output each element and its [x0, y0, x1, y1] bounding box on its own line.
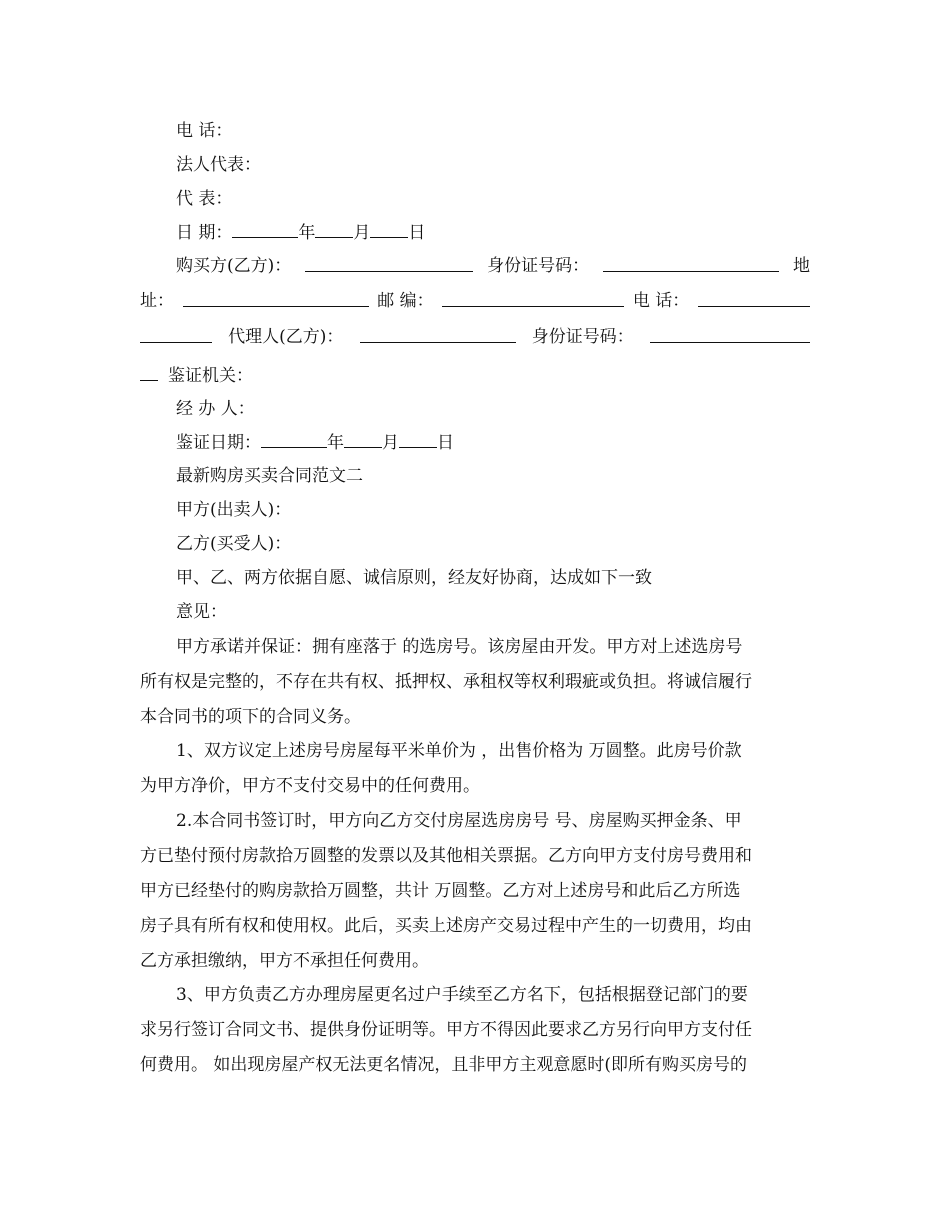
handler-line [0, 396, 950, 422]
agent-name-blank [360, 324, 516, 343]
agent-label: 代理人(乙方)： [228, 327, 344, 347]
buyer-id-blank [603, 253, 779, 272]
clause3-line-2: 求另行签订合同文书、提供身份证明等。甲方不得因此要求乙方另行向甲方支付任 [140, 1020, 752, 1040]
clause2-line-4: 房子具有所有权和使用权。此后，买卖上述房产交易过程中产生的一切费用，均由 [140, 916, 752, 936]
month-blank [315, 219, 353, 238]
verify-day-unit: 日 [437, 433, 454, 453]
verify-date-label: 鉴证日期： [176, 433, 261, 453]
clause2-line-1: 2.本合同书签订时，甲方向乙方交付房屋选房房号 号、房屋购买押金条、甲 [176, 811, 742, 831]
verify-day-blank [399, 429, 437, 448]
seller-phone-line [0, 118, 950, 144]
intro-line-2: 意见： [176, 602, 227, 622]
seller-date-label: 日 期： [176, 223, 233, 243]
buyer-phone-label: 电 话： [632, 291, 690, 311]
verify-month-blank [344, 429, 382, 448]
party-b-line: 乙方(买受人)： [176, 534, 292, 554]
year-unit: 年 [298, 223, 316, 243]
clause3-line-1: 3、甲方负责乙方办理房屋更名过户手续至乙方名下，包括根据登记部门的要 [176, 985, 748, 1005]
buyer-label: 购买方(乙方)： [176, 256, 292, 276]
intro-line-1: 甲、乙、两方依据自愿、诚信原则，经友好协商，达成如下一致 [176, 568, 652, 588]
buyer-name-blank [305, 253, 473, 272]
clause3-line-3: 何费用。 如出现房屋产权无法更名情况，且非甲方主观意愿时(即所有购买房号的 [140, 1055, 748, 1075]
buyer-line [176, 253, 810, 279]
para1-line-2: 所有权是完整的，不存在共有权、抵押权、承租权等权利瑕疵或负担。将诚信履行 [140, 672, 752, 692]
day-unit: 日 [408, 223, 426, 243]
year-blank [232, 219, 298, 238]
verify-date-line [0, 429, 950, 456]
buyer-phone-blank-cont [140, 324, 212, 343]
agent-id-label: 身份证号码： [531, 327, 634, 347]
buyer-id-label: 身份证号码： [487, 256, 590, 276]
authority-label: 鉴证机关： [168, 366, 253, 386]
buyer-phone-blank [698, 288, 810, 307]
verify-month-unit: 月 [382, 433, 399, 453]
day-blank [370, 219, 408, 238]
agent-id-blank [650, 324, 810, 343]
verify-year-unit: 年 [327, 433, 344, 453]
postcode-label: 邮 编： [377, 291, 434, 311]
seller-legal-rep-label: 法人代表： [176, 155, 261, 175]
clause1-line-1: 1、双方议定上述房号房屋每平米单价为 ，出售价格为 万圆整。此房号价款 [176, 741, 742, 761]
para1-line-1: 甲方承诺并保证：拥有座落于 的选房号。该房屋由开发。甲方对上述选房号 [176, 637, 743, 657]
postcode-blank [442, 288, 624, 307]
address-label-part1: 地 [792, 256, 810, 276]
handler-label: 经 办 人： [176, 399, 255, 419]
seller-phone-label: 电 话： [176, 121, 233, 141]
agent-id-blank-cont [140, 362, 158, 381]
address-blank [183, 288, 369, 307]
para1-line-3: 本合同书的项下的合同义务。 [140, 707, 361, 727]
clause2-line-5: 乙方承担缴纳，甲方不承担任何费用。 [140, 951, 429, 971]
clause2-line-3: 甲方已经垫付的购房款拾万圆整，共计 万圆整。乙方对上述房号和此后乙方所选 [140, 881, 741, 901]
verify-year-blank [261, 429, 327, 448]
contract-title: 最新购房买卖合同范文二 [176, 466, 363, 486]
address-line [140, 288, 810, 314]
clause2-line-2: 方已垫付预付房款拾万圆整的发票以及其他相关票据。乙方向甲方支付房号费用和 [140, 846, 752, 866]
authority-line [0, 362, 950, 389]
seller-rep-label: 代 表： [176, 189, 233, 209]
seller-rep-line [0, 186, 950, 212]
address-label-part2: 址： [140, 291, 174, 311]
seller-legal-rep-line [0, 152, 950, 178]
month-unit: 月 [353, 223, 371, 243]
seller-date-line [0, 219, 950, 246]
party-a-line: 甲方(出卖人)： [176, 500, 292, 520]
agent-line [140, 324, 810, 350]
clause1-line-2: 为甲方净价，甲方不支付交易中的任何费用。 [140, 776, 480, 796]
